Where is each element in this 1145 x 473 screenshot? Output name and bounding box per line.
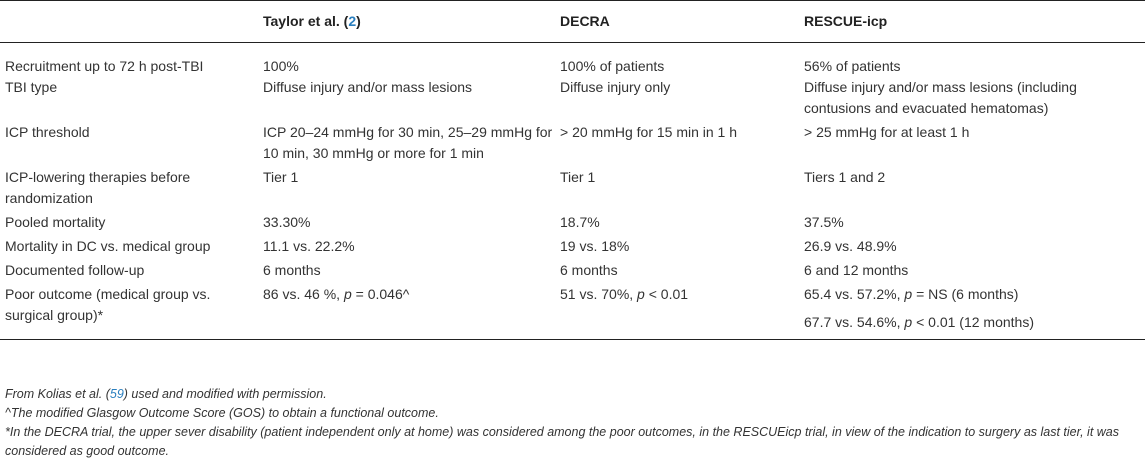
cell-taylor: Diffuse injury and/or mass lesions (263, 79, 473, 95)
cell-rescue (799, 281, 1145, 340)
header-taylor-name: Taylor et al. ( (263, 13, 349, 29)
cell-taylor (258, 281, 555, 340)
cell-rescue: Diffuse injury and/or mass lesions (including contusions and evacuated hematomas) (804, 79, 1077, 116)
value-text: 86 vs. 46 %, (263, 286, 344, 302)
cell-decra: > 20 mmHg for 15 min in 1 h (560, 124, 738, 140)
citation-link-2[interactable]: 2 (348, 13, 357, 29)
cell-rescue: Tiers 1 and 2 (804, 169, 886, 185)
table-row (0, 164, 1145, 209)
table-row (0, 257, 1145, 281)
table-header-row (0, 1, 1145, 43)
cell-taylor: 6 months (263, 262, 321, 278)
value-text: = NS (6 months) (912, 286, 1019, 302)
p-symbol: p (904, 314, 913, 330)
p-symbol: p (343, 286, 352, 302)
cell-taylor: 33.30% (263, 214, 311, 230)
value-text: 51 vs. 70%, (560, 286, 638, 302)
cell-taylor: 100% (263, 58, 299, 74)
cell-taylor: Tier 1 (263, 169, 299, 185)
p-symbol: p (904, 286, 913, 302)
header-decra: DECRA (555, 1, 799, 43)
header-taylor-close: ) (356, 13, 361, 29)
footnote-caret: ^The modified Glasgow Outcome Score (GOS) to obtain a functional outcome. (5, 406, 439, 420)
value-text: < 0.01 (644, 286, 689, 302)
cell-decra: Diffuse injury only (560, 79, 671, 95)
cell-decra (555, 281, 799, 340)
cell-decra: 6 months (560, 262, 618, 278)
cell-rescue: 37.5% (804, 214, 844, 230)
row-label: Documented follow-up (5, 262, 145, 278)
table-row (0, 281, 1145, 340)
value-text: 67.7 vs. 54.6%, (804, 314, 905, 330)
row-label: Mortality in DC vs. medical group (5, 238, 211, 254)
row-label: Recruitment up to 72 h post-TBI (5, 58, 204, 74)
header-taylor (258, 1, 555, 43)
cell-decra: 100% of patients (560, 58, 665, 74)
source-note-text: From Kolias et al. ( (5, 387, 110, 401)
rescue-6-month-line (804, 284, 1145, 305)
cell-taylor: ICP 20–24 mmHg for 30 min, 25–29 mmHg for 10 min, 30 mmHg or more for 1 min (263, 124, 553, 161)
footnote-asterisk: *In the DECRA trial, the upper sever disability (patient independent only at home) was considered among the poor outcomes, in the RESCUEicp trial, in view of the indication to surgery as last tier, it was considered as good outcome. (5, 425, 1119, 458)
cell-rescue: 26.9 vs. 48.9% (804, 238, 897, 254)
header-rescue-icp: RESCUE-icp (799, 1, 1145, 43)
cell-decra: 18.7% (560, 214, 600, 230)
source-note-text-end: ) used and modified with permission. (123, 387, 327, 401)
table-row (0, 233, 1145, 257)
table-row (0, 43, 1145, 78)
value-text: 65.4 vs. 57.2%, (804, 286, 905, 302)
table-footnotes (5, 385, 1140, 461)
rescue-12-month-line (804, 312, 1145, 333)
row-label: ICP-lowering therapies before randomization (5, 169, 191, 206)
cell-rescue: 6 and 12 months (804, 262, 909, 278)
cell-decra: 19 vs. 18% (560, 238, 630, 254)
source-note (5, 385, 1140, 404)
p-symbol: p (637, 286, 645, 302)
table-row (0, 119, 1145, 164)
value-text: < 0.01 (12 months) (912, 314, 1034, 330)
table-row (0, 77, 1145, 119)
row-label: Pooled mortality (5, 214, 106, 230)
row-label: TBI type (5, 79, 58, 95)
row-label: ICP threshold (5, 124, 90, 140)
cell-rescue: 56% of patients (804, 58, 901, 74)
table-row (0, 209, 1145, 233)
cell-rescue: > 25 mmHg for at least 1 h (804, 124, 970, 140)
header-empty (0, 1, 258, 43)
row-label: Poor outcome (medical group vs. surgical group)* (0, 281, 258, 340)
cell-decra: Tier 1 (560, 169, 596, 185)
cell-taylor: 11.1 vs. 22.2% (263, 238, 355, 254)
value-text: = 0.046^ (351, 286, 410, 302)
citation-link-59[interactable]: 59 (109, 387, 124, 401)
